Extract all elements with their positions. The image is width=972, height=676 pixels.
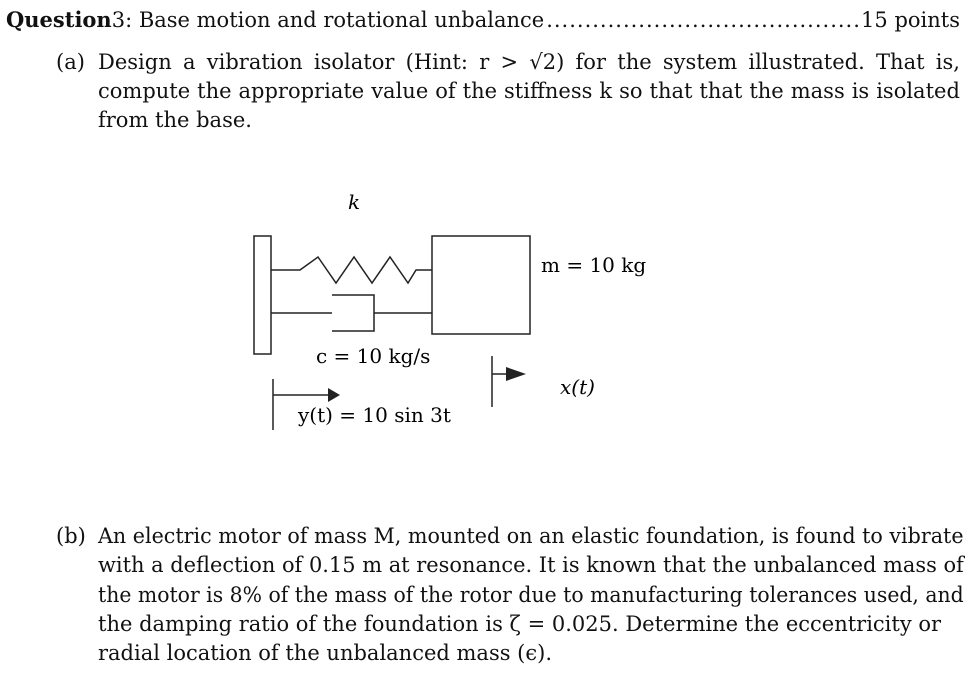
mass-label: m = 10 kg — [541, 253, 647, 277]
part-a-line-2-word: isolated — [876, 79, 960, 103]
base-wall — [254, 236, 271, 354]
part-a-line-2-word: mass — [790, 79, 845, 103]
part-a-label: (a) — [56, 50, 85, 74]
part-a-line-2-word: the — [197, 79, 232, 103]
part-a-line-3: from the base. — [98, 108, 252, 132]
mass-block — [432, 236, 530, 334]
part-a-line-2-word: the — [749, 79, 784, 103]
part-a-line-2-word: the — [462, 79, 498, 103]
part-a-line-2-word: k — [599, 79, 613, 103]
part-b-line-4: the damping ratio of the foundation is ζ = 0.025. Determine the eccentricity or — [98, 612, 942, 636]
question-header — [6, 8, 960, 32]
part-a-line-1-word: isolator — [313, 50, 395, 74]
part-a-line-2-word: of — [435, 79, 456, 103]
part-a-line-2-word: that — [699, 79, 743, 103]
part-a-line-1-word: the — [617, 50, 652, 74]
part-a-line-1-word: for — [575, 50, 606, 74]
part-a-line-1-word: That — [876, 50, 925, 74]
part-a-line-1-word: r — [479, 50, 490, 74]
damper-label: c = 10 kg/s — [316, 344, 431, 368]
part-a-line-1-word: a — [182, 50, 196, 74]
part-a-line-2-word: that — [649, 79, 693, 103]
part-a-line-2-word: compute — [98, 79, 191, 103]
part-a-line-1-word: > — [500, 50, 519, 74]
part-a-line-1-word: system — [662, 50, 738, 74]
base-motion-arrowhead — [328, 388, 340, 402]
part-a-line-2-word: so — [619, 79, 643, 103]
mass-motion-arrowhead — [506, 367, 526, 381]
part-b-label: (b) — [56, 524, 86, 548]
part-a-line-1-word: √2) — [529, 50, 565, 74]
question-title: 3: Base motion and rotational unbalance — [111, 8, 545, 32]
question-number-label: Question — [6, 7, 112, 32]
question-points: 15 points — [861, 8, 960, 32]
base-motion-label: y(t) = 10 sin 3t — [298, 403, 451, 427]
spring — [271, 257, 432, 283]
part-a-line-2-word: stiffness — [504, 79, 593, 103]
spring-mass-damper-diagram — [240, 185, 680, 435]
part-b-line-1: An electric motor of mass M, mounted on an elastic foundation, is found to vibrate — [98, 524, 964, 548]
part-a-line-1-word: (Hint: — [405, 50, 468, 74]
part-a-line-1-word: illustrated. — [748, 50, 865, 74]
part-a-line-2 — [98, 79, 960, 103]
part-a-line-2-word: is — [851, 79, 870, 103]
part-b-line-5: radial location of the unbalanced mass (ϵ). — [98, 641, 552, 665]
part-a-line-1 — [98, 50, 960, 74]
damper-cylinder — [332, 295, 374, 331]
part-b-line-3: the motor is 8% of the mass of the rotor due to manufacturing tolerances used, and — [98, 583, 964, 607]
spring-label: k — [348, 190, 361, 214]
part-b-line-2: with a deflection of 0.15 m at resonance. It is known that the unbalanced mass of — [98, 553, 964, 577]
part-a-line-1-word: is, — [935, 50, 960, 74]
part-a-line-2-word: value — [371, 79, 429, 103]
part-a-line-1-word: vibration — [206, 50, 303, 74]
leader-dots — [546, 8, 859, 32]
part-a-line-2-word: appropriate — [238, 79, 365, 103]
part-a-line-1-word: Design — [98, 50, 172, 74]
mass-motion-label: x(t) — [560, 375, 595, 399]
